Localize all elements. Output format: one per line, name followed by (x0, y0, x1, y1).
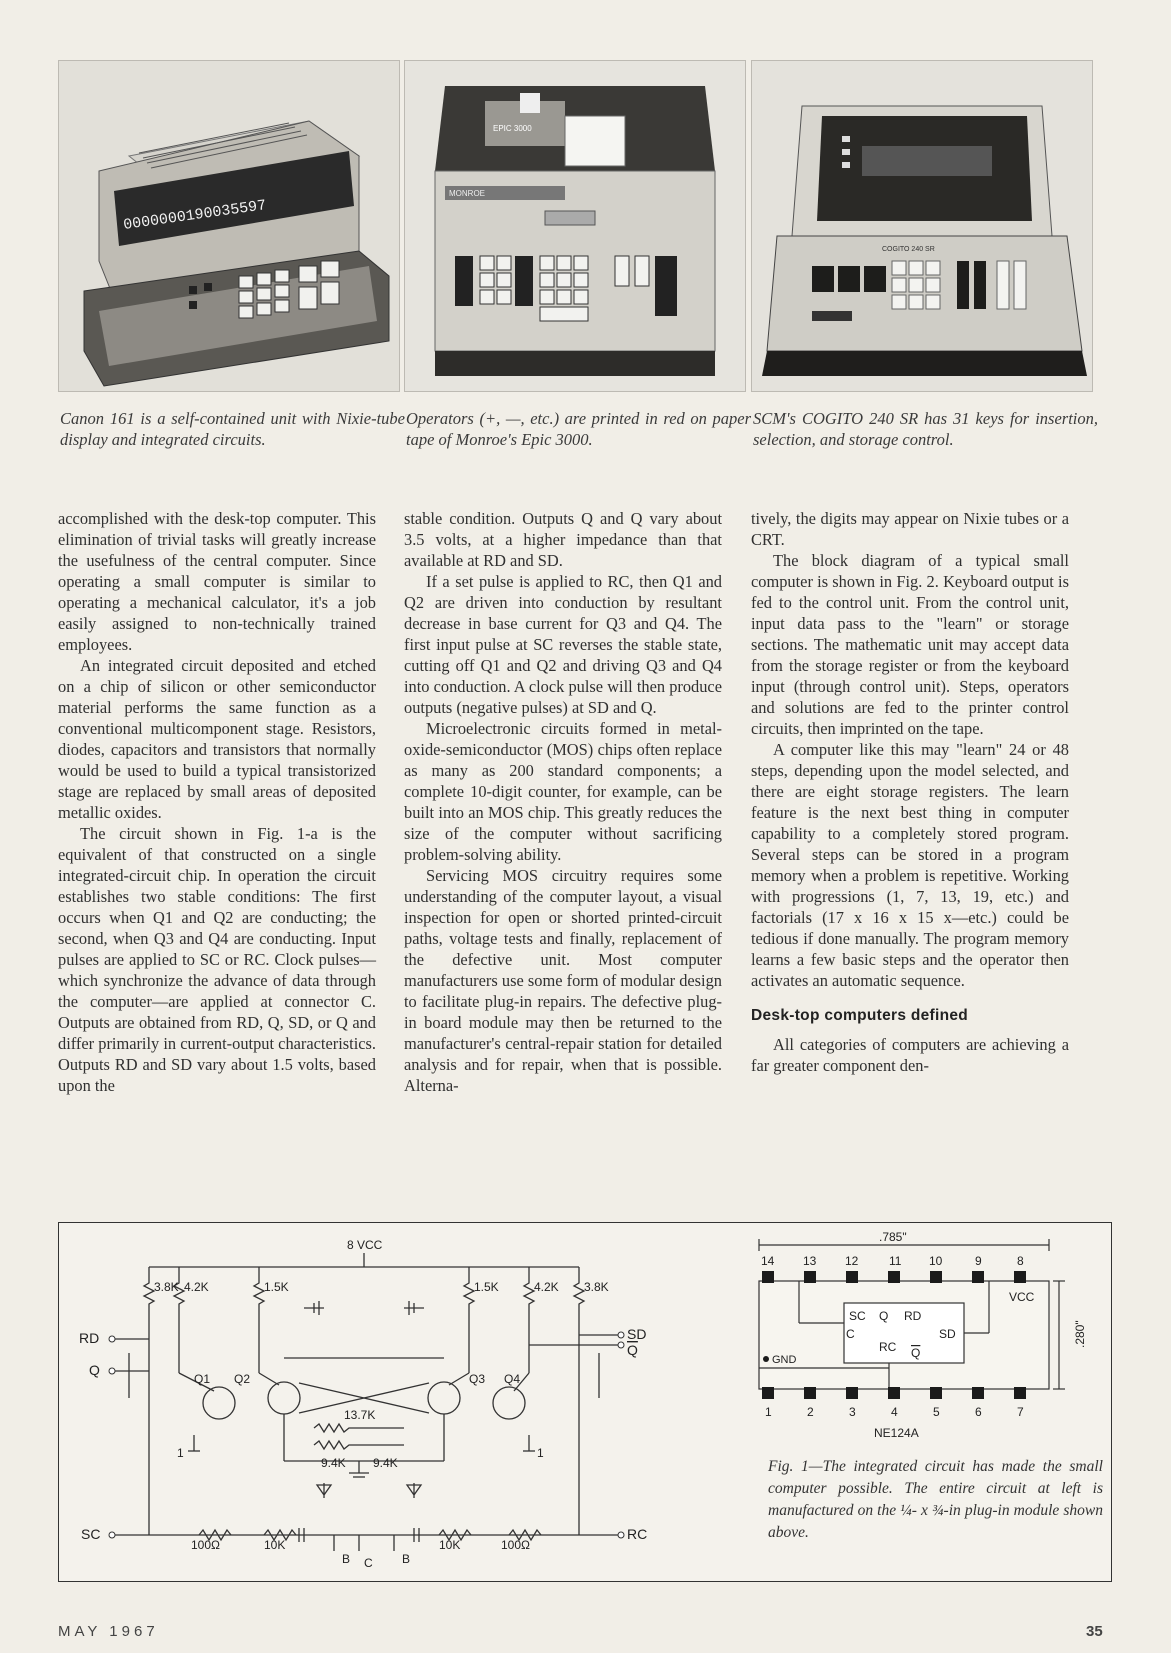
pin-3: 3 (849, 1405, 856, 1419)
pin-4: 4 (891, 1405, 898, 1419)
label-q1: Q1 (194, 1372, 211, 1386)
chip-gnd-label: GND (772, 1354, 797, 1366)
text-column-2 (404, 508, 722, 1096)
inner-rc: RC (879, 1340, 897, 1354)
node-c: C (364, 1556, 373, 1570)
monroe-epic-3000-image (405, 61, 745, 391)
pin-14: 14 (761, 1254, 775, 1268)
pin-5: 5 (933, 1405, 940, 1419)
inner-sc: SC (849, 1309, 866, 1323)
inner-c: C (846, 1327, 855, 1341)
paragraph: The circuit shown in Fig. 1-a is the equivalent of that constructed on a single integrated-circuit chip. In operation the circuit establishes two stable conditions: The first occurs when Q1 and Q2 are conducting; the second, when Q3 and Q4 are conducting. Input pulses are applied to SC or RC. Clock pulses—which synchronize the advance of data through the computer—are applied at connector C. Outputs are obtained from RD, Q, SD, or Q and differ primarily in current-output characteristics. Outputs RD and SD vary about 1.5 volts, based upon the (58, 824, 376, 1095)
scm-cogito-240-image (752, 61, 1092, 391)
figure-1-caption: Fig. 1—The integrated circuit has made the small computer possible. The entire circuit at left is manufactured on the ¼- x ¾-in plug-in module shown above. (768, 1458, 1103, 1541)
pin-7: 7 (1017, 1405, 1024, 1419)
chip-width: .785" (879, 1230, 907, 1244)
pin-12: 12 (845, 1254, 859, 1268)
output-qbar: Q (627, 1342, 638, 1358)
label-r6: 3.8K (584, 1280, 609, 1294)
paragraph: If a set pulse is applied to RC, then Q1 and Q2 are driven into conduction by resultant decrease in base current for Q3 and Q4. The first input pulse at SC reverses the stable state, cutting off Q1 and Q2 and driving Q3 and Q4 into conduction. A clock pulse will then produce outputs (negative pulses) at SD and Q. (404, 572, 722, 717)
label-r1: 3.8K (154, 1280, 179, 1294)
caption-canon: Canon 161 is a self-contained unit with Nixie-tube display and integrated circuits. (60, 409, 405, 449)
nixie-digits: 0000000190035597 (122, 197, 268, 234)
paragraph: accomplished with the desk-top computer. This elimination of trivial tasks will greatly increase the usefulness of the central computer. Since operating a small computer is similar to operating a mechanical calculator, it's a job easily assigned to non-technically trained employees. (58, 509, 376, 654)
tape-label: EPIC 3000 (493, 124, 532, 133)
footer-date: MAY 1967 (58, 1623, 159, 1640)
label-q2: Q2 (234, 1372, 251, 1386)
pin-8: 8 (1017, 1254, 1024, 1268)
photo-canon-161 (58, 60, 400, 392)
label-10k-right: 10K (439, 1538, 461, 1552)
pin-label-right: 1 (537, 1446, 544, 1460)
ne124a-pinout (739, 1223, 1109, 1453)
label-q3: Q3 (469, 1372, 486, 1386)
paragraph: The block diagram of a typical small computer is shown in Fig. 2. Keyboard output is fed to the control unit. From the control unit, input data pass to the "learn" or storage sections. The mathematic unit may accept data from the storage register or from the keyboard input (through control unit). Steps, operators and solutions are fed to the printer control circuits, then imprinted on the tape. (751, 551, 1069, 738)
paragraph: tively, the digits may appear on Nixie tubes or a CRT. (751, 509, 1069, 549)
pin-2: 2 (807, 1405, 814, 1419)
pin-label-left: 1 (177, 1446, 184, 1460)
pin-13: 13 (803, 1254, 817, 1268)
label-100-right: 100Ω (501, 1538, 530, 1552)
photo-scm-cogito (751, 60, 1093, 392)
chip-part-number: NE124A (874, 1426, 919, 1440)
section-heading: Desk-top computers defined (751, 1007, 969, 1024)
pin-10: 10 (929, 1254, 943, 1268)
paragraph: stable condition. Outputs Q and Q vary about 3.5 volts, at a higher impedance than that available at RD and SD. (404, 509, 722, 570)
chip-height: .280" (1073, 1320, 1087, 1348)
input-sc: SC (81, 1526, 101, 1542)
paragraph: Servicing MOS circuitry requires some understanding of the computer layout, a visual inspection for open or shorted printed-circuit paths, voltage tests and finally, replacement of the defective unit. Most computer manufacturers use some form of modular design to facilitate plug-in repairs. The defective plug-in board module may then be returned to the manufacturer's central-repair station for detailed analysis and for repair, when that is possible. Alterna- (404, 866, 722, 1095)
caption-scm: SCM's COGITO 240 SR has 31 keys for insertion, selection, and storage control. (753, 409, 1098, 449)
node-b-right: B (402, 1552, 411, 1566)
label-r3: 1.5K (264, 1280, 289, 1294)
page-number: 35 (1086, 1623, 1103, 1640)
pin-1: 1 (765, 1405, 772, 1419)
output-sd: SD (627, 1326, 647, 1342)
node-b-left: B (342, 1552, 351, 1566)
output-rc: RC (627, 1526, 648, 1542)
caption-monroe: Operators (+, —, etc.) are printed in red on paper tape of Monroe's Epic 3000. (406, 409, 751, 449)
paragraph: All categories of computers are achieving a far greater component den- (751, 1035, 1069, 1075)
cogito-label: COGITO 240 SR (882, 246, 935, 253)
pin-11: 11 (889, 1254, 902, 1268)
canon-161-image (59, 61, 399, 391)
inner-rd: RD (904, 1309, 922, 1323)
paragraph: A computer like this may "learn" 24 or 48 steps, depending upon the model selected, and there are eight storage registers. The learn feature is the next best thing in computer capability to a completely stored program. Several steps can be stored in a program memory when a problem is repetitive. Working with progressions (1, 7, 13, 19, etc.) and factorials (17 x 16 x 15 x—etc.) could be tedious if done manually. The program memory learns a few basic steps and the operator then activates an automatic sequence. (751, 740, 1069, 990)
text-column-3 (751, 508, 1069, 1076)
paragraph: An integrated circuit deposited and etched on a chip of silicon or other semiconductor material performs the same function as a conventional multicomponent stage. Resistors, diodes, capacitors and transistors that normally would be used to build a typical transistorized stage are replaced by small areas of deposited metallic oxides. (58, 656, 376, 822)
text-column-1 (58, 508, 376, 1096)
label-9-4k-left: 9.4K (321, 1456, 346, 1470)
inner-sd: SD (939, 1327, 956, 1341)
label-vcc: 8 VCC (347, 1238, 383, 1252)
inner-qbar: Q (911, 1346, 921, 1360)
photo-monroe-epic (404, 60, 746, 392)
label-q4: Q4 (504, 1372, 521, 1386)
label-r4: 1.5K (474, 1280, 499, 1294)
label-13-7k: 13.7K (344, 1408, 376, 1422)
flip-flop-schematic (59, 1223, 749, 1579)
label-r2: 4.2K (184, 1280, 209, 1294)
inner-q: Q (879, 1309, 889, 1323)
label-100-left: 100Ω (191, 1538, 220, 1552)
brand-label: MONROE (449, 189, 485, 198)
label-9-4k-right: 9.4K (373, 1456, 398, 1470)
input-q: Q (89, 1362, 100, 1378)
pin-9: 9 (975, 1254, 982, 1268)
label-r5: 4.2K (534, 1280, 559, 1294)
pin-6: 6 (975, 1405, 982, 1419)
label-10k-left: 10K (264, 1538, 286, 1552)
chip-vcc-label: VCC (1009, 1290, 1035, 1304)
input-rd: RD (79, 1330, 100, 1346)
paragraph: Microelectronic circuits formed in metal-oxide-semiconductor (MOS) chips often replace as many as 200 standard components; a complete 10-digit counter, for example, can be built into an MOS chip. This greatly reduces the size of the computer without sacrificing problem-solving ability. (404, 719, 722, 864)
